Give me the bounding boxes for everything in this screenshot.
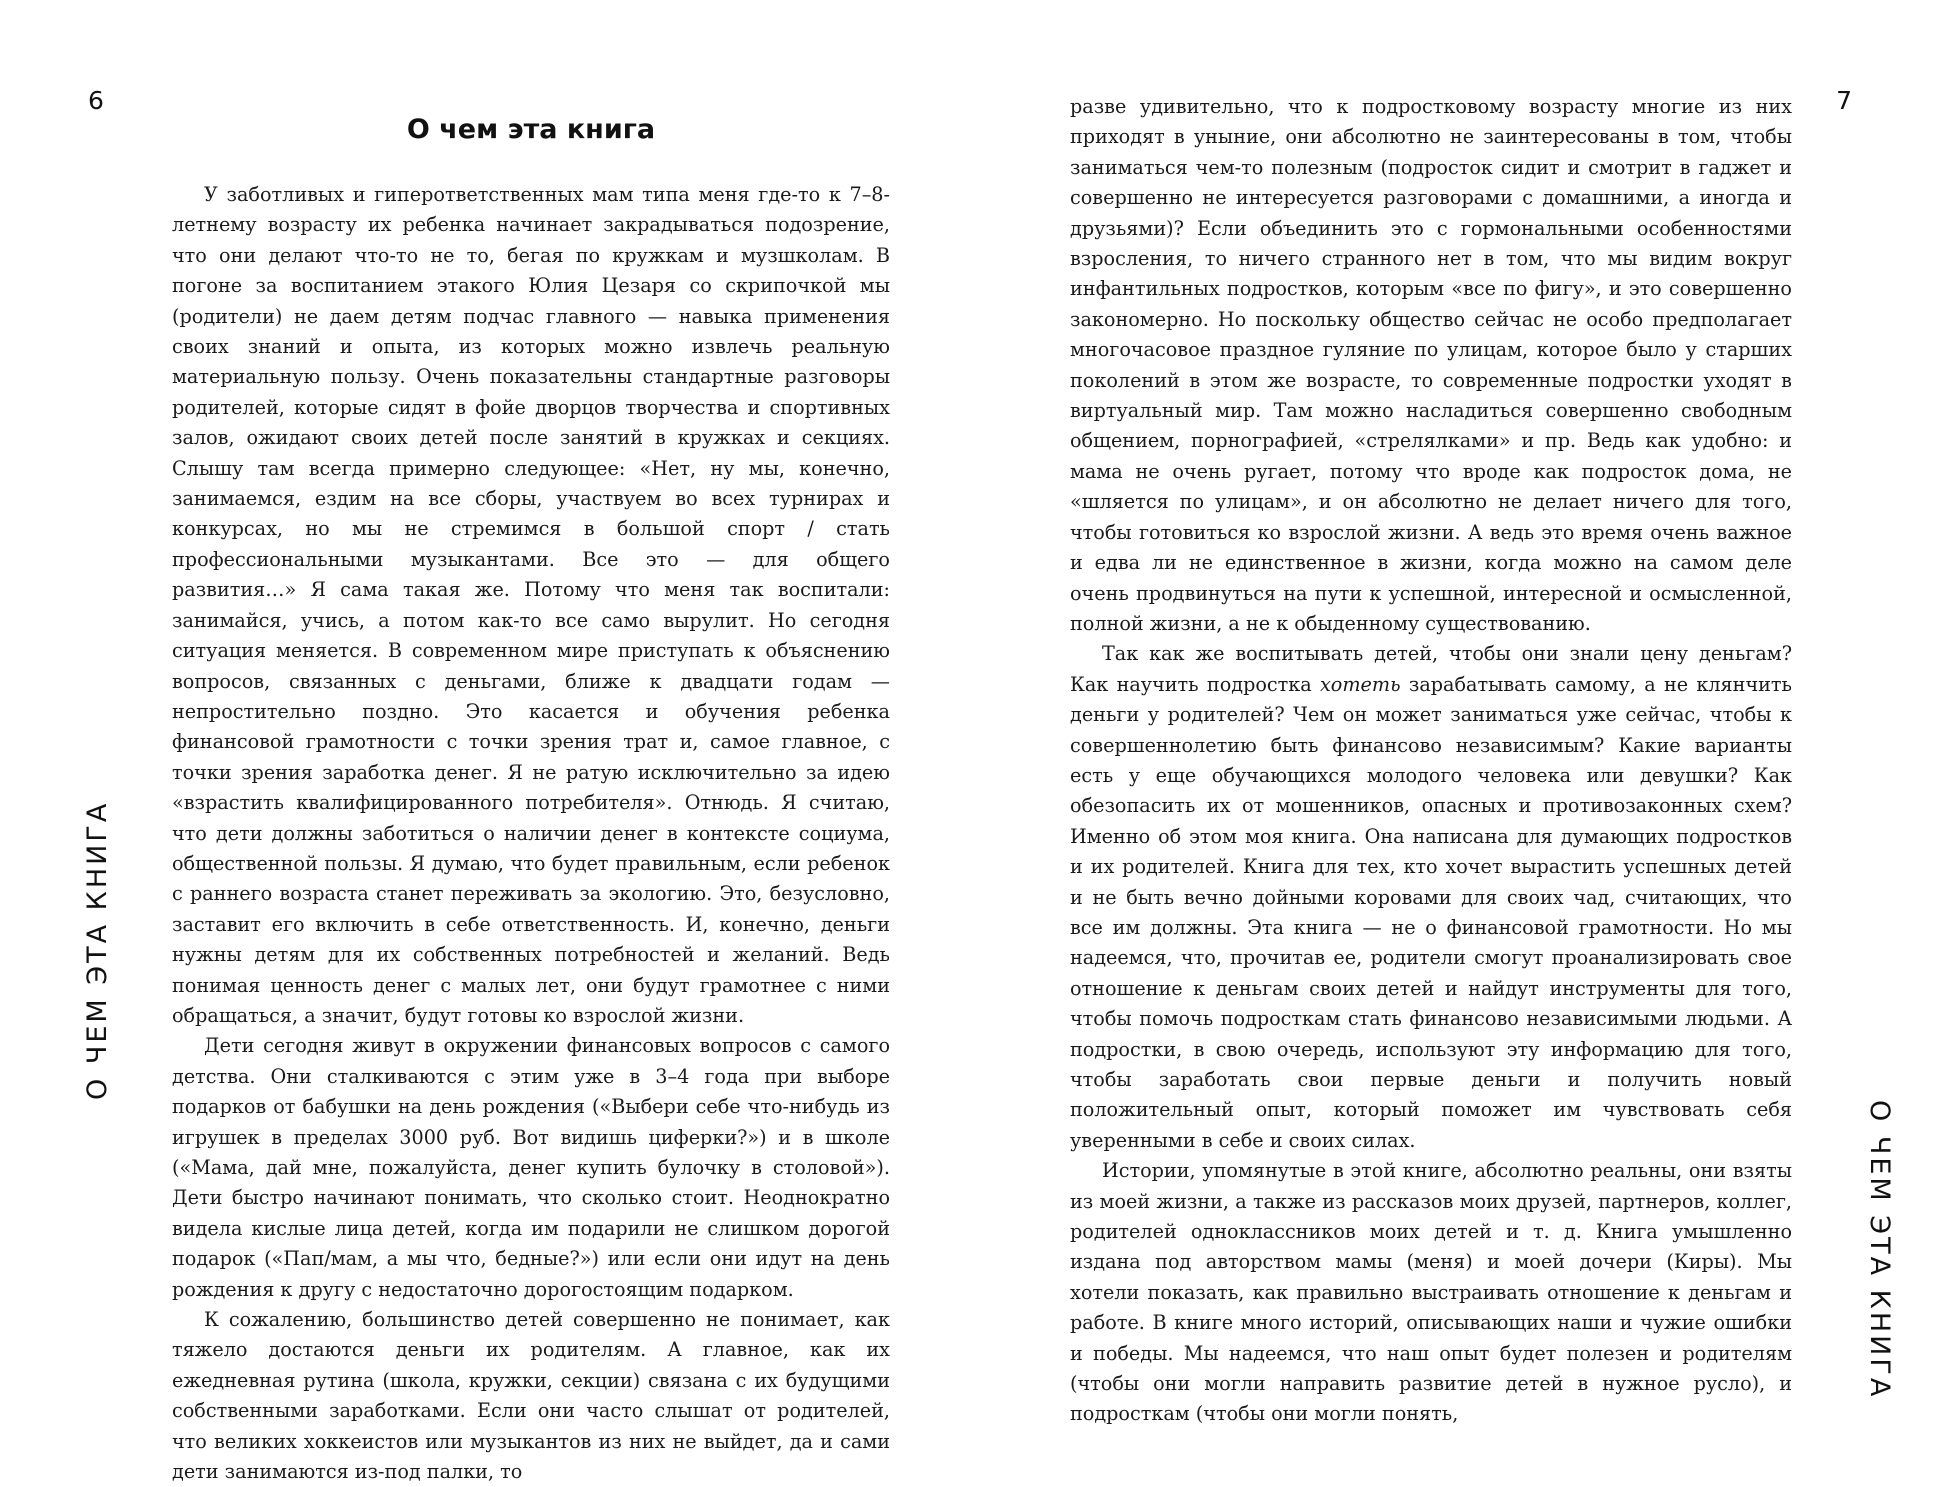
page-number-left: 6 — [88, 86, 104, 115]
paragraph: Истории, упомянутые в этой книге, абсолютно реальны, они взяты из моей жизни, а также из рассказов моих друзей, партнеров, коллег, родителей одноклассников моих детей и т. д. Книга умышленно издана под авторством мамы (меня) и моей дочери (Киры). Мы хотели показать, как правильно выстраивать отношение к деньгам и работе. В книге много историй, описывающих наши и чужие ошибки и победы. Мы надеемся, что наш опыт будет полезен и родителям (чтобы они могли направить развитие детей в нужное русло), и подросткам (чтобы они могли понять, — [1070, 1159, 1792, 1426]
running-head-left: О ЧЕМ ЭТА КНИГА — [82, 800, 113, 1100]
paragraph: У заботливых и гиперответственных мам типа меня где-то к 7–8-летнему возрасту их ребенка начинает закрадываться подозрение, что они делают что-то не то, бегая по кружкам и музшколам. В погоне за воспитанием этакого Юлия Цезаря со скрипочкой мы (родители) не даем детям подчас главного — навыка применения своих знаний и опыта, из которых можно извлечь реальную материальную пользу. Очень показательны стандартные разговоры родителей, которые сидят в фойе дворцов творчества и спортивных залов, ожидают своих детей после занятий в кружках и секциях. Слышу там всегда примерно следующее: «Нет, ну мы, конечно, занимаемся, ездим на все сборы, участвуем во всех турнирах и конкурсах, но мы не стремимся в большой спорт / стать профессиональными музыкантами. Все это — для общего развития…» Я сама такая же. Потому что меня так воспитали: занимайся, учись, а потом как-то все само вырулит. Но сегодня ситуация меняется. В современном мире приступать к объяснению вопросов, связанных с деньгами, ближе к двадцати годам — непростительно поздно. Это касается и обучения ребенка финансовой грамотности с точки зрения трат и, самое главное, с точки зрения заработка денег. Я не ратую исключительно за идею «взрастить квалифицированного потребителя». Отнюдь. Я считаю, что дети должны заботиться о наличии денег в контексте социума, общественной пользы. Я думаю, что будет правильным, если ребенок с раннего возраста станет переживать за экологию. Это, безусловно, заставит его включить в себе ответственность. И, конечно, деньги нужны детям для их собственных потребностей и желаний. Ведь понимая ценность денег с малых лет, они будут грамотнее с ними обращаться, а значит, будут готовы ко взрослой жизни. — [172, 183, 890, 1027]
running-head-right: О ЧЕМ ЭТА КНИГА — [1864, 1100, 1895, 1400]
paragraph: К сожалению, большинство детей совершенно не понимает, как тяжело достаются деньги их родителям. А главное, как их ежедневная рутина (школа, кружки, секции) связана с их будущими собственными заработками. Если они часто слышат от родителей, что великих хоккеистов или музыкантов из них не выйдет, да и сами дети занимаются из-под палки, то — [172, 1308, 890, 1484]
emphasized-word: хотеть — [1319, 672, 1401, 696]
paragraph: разве удивительно, что к подростковому возрасту многие из них приходят в уныние, они абсолютно не заинтересованы в том, чтобы заниматься чем-то полезным (подросток сидит и смотрит в гаджет и совершенно не интересуется разговорами с домашними, а иногда и друзьями)? Если объединить это с гормональными особенностями взросления, то ничего странного нет в том, что мы видим вокруг инфантильных подростков, которым «все по фигу», и это совершенно закономерно. Но поскольку общество сейчас не особо предполагает многочасовое праздное гуляние по улицам, которое было у старших поколений в этом же возрасте, то современные подростки уходят в виртуальный мир. Там можно насладиться совершенно свободным общением, порнографией, «стрелялками» и пр. Ведь как удобно: и мама не очень ругает, потому что вроде как подросток дома, не «шляется по улицам», и он абсолютно не делает ничего для того, чтобы готовиться ко взрослой жизни. А ведь это время очень важное и едва ли не единственное в жизни, когда можно на самом деле очень продвинуться на пути к успешной, интересной и осмысленной, полной жизни, а не к обыденному существованию. — [1070, 95, 1792, 635]
right-body-text — [1070, 92, 1792, 1430]
paragraph-text: Так как же воспитывать детей, чтобы они знали цену деньгам? Как научить подростка — [1070, 642, 1792, 696]
page-number-right: 7 — [1836, 86, 1852, 115]
paragraph: Дети сегодня живут в окружении финансовых вопросов с самого детства. Они сталкиваются с этим уже в 3–4 года при выборе подарков от бабушки на день рождения («Выбери себе что-нибудь из игрушек в пределах 3000 руб. Вот видишь циферки?») и в школе («Мама, дай мне, пожалуйста, денег купить булочку в столовой»). Дети быстро начинают понимать, что сколько стоит. Неоднократно видела кислые лица детей, когда им подарили не слишком дорогой подарок («Пап/мам, а мы что, бедные?») или если они идут на день рождения к другу с недостаточно дорогостоящим подарком. — [172, 1034, 890, 1301]
paragraph-text: зарабатывать самому, а не клянчить деньги у родителей? Чем он может заниматься уже сейчас, чтобы к совершеннолетию быть финансово независимым? Какие варианты есть у еще обучающихся молодого человека или девушки? Как обезопасить их от мошенников, опасных и противозаконных схем? Именно об этом моя книга. Она написана для думающих подростков и их родителей. Книга для тех, кто хочет вырастить успешных детей и не быть вечно дойными коровами для своих чад, считающих, что все им должны. Эта книга — не о финансовой грамотности. Но мы надеемся, что, прочитав ее, родители смогут проанализировать свое отношение к деньгам своих детей и найдут инструменты для того, чтобы помочь подросткам стать финансово независимыми людьми. А подростки, в свою очередь, используют эту информацию для того, чтобы заработать свои первые деньги и получить новый положительный опыт, который поможет им чувствовать себя уверенными в себе и своих силах. — [1070, 672, 1792, 1152]
paragraph — [1070, 639, 1792, 1156]
chapter-title: О чем эта книга — [406, 114, 656, 145]
left-page — [0, 0, 973, 1484]
right-page — [973, 0, 1946, 1426]
left-body-text — [172, 180, 890, 1487]
